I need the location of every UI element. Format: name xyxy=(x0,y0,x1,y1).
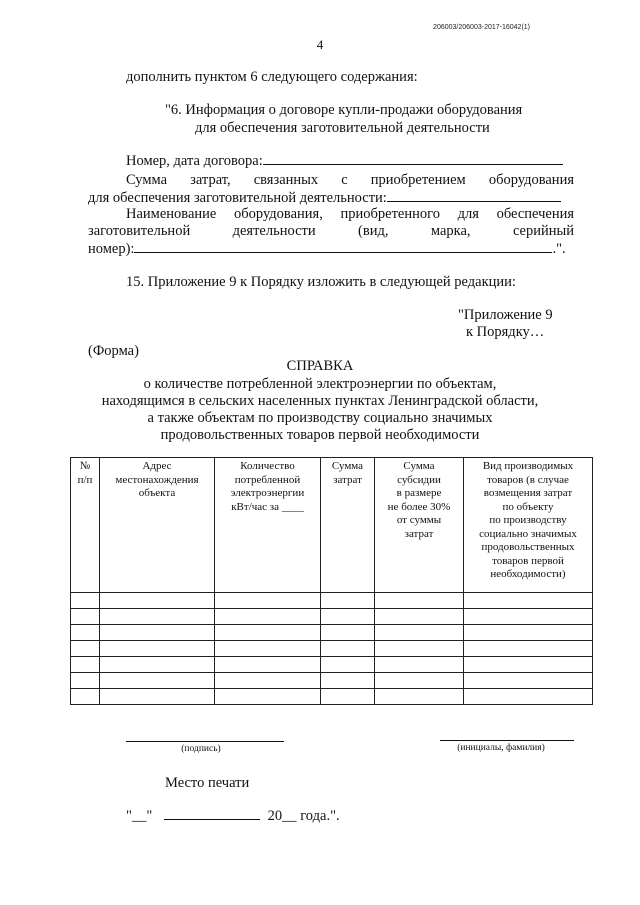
equipment-blank xyxy=(134,240,552,253)
column-header xyxy=(215,458,321,593)
word: Сумма xyxy=(126,172,168,188)
table-cell xyxy=(71,641,100,657)
table-cell xyxy=(321,593,375,609)
seal-label: Место печати xyxy=(165,775,250,791)
page-number: 4 xyxy=(316,37,324,52)
table-cell xyxy=(375,593,464,609)
table-cell xyxy=(71,657,100,673)
column-header-line: затрат xyxy=(404,527,434,540)
table-cell xyxy=(321,641,375,657)
table-cell xyxy=(321,673,375,689)
column-header xyxy=(321,458,375,593)
section-6-title-line-2: для обеспечения заготовительной деятельности xyxy=(195,120,490,136)
table-cell xyxy=(215,641,321,657)
electricity-form-table xyxy=(70,457,593,705)
column-header-line: товаров первой xyxy=(492,554,564,567)
table-row xyxy=(71,689,593,705)
column-header-line: Вид производимых xyxy=(482,460,574,472)
table-cell xyxy=(464,609,593,625)
name-line xyxy=(440,740,574,741)
column-header xyxy=(375,458,464,593)
table-cell xyxy=(100,625,215,641)
table-cell xyxy=(71,593,100,609)
column-header-line: местонахождения xyxy=(115,473,199,486)
table-cell xyxy=(375,641,464,657)
table-cell xyxy=(464,593,593,609)
table-cell xyxy=(100,593,215,609)
column-header xyxy=(100,458,215,593)
column-header-line: Сумма xyxy=(331,460,364,472)
equipment-line-1 xyxy=(126,205,574,223)
column-header-line: Сумма xyxy=(403,460,435,472)
table-row xyxy=(71,609,593,625)
column-header-line: № xyxy=(79,460,91,472)
intro-text: дополнить пунктом 6 следующего содержания: xyxy=(126,69,418,85)
table-cell xyxy=(375,689,464,705)
column-header xyxy=(464,458,593,593)
column-header-line: электроэнергии xyxy=(230,487,305,499)
table-cell xyxy=(100,657,215,673)
word: марка, xyxy=(430,223,471,239)
table-row xyxy=(71,625,593,641)
date-day: "__" xyxy=(126,808,153,824)
column-header-line: в размере xyxy=(396,487,442,499)
table-cell xyxy=(71,625,100,641)
table-cell xyxy=(215,593,321,609)
form-label: (Форма) xyxy=(88,343,139,359)
table-cell xyxy=(375,625,464,641)
word: обеспечения xyxy=(496,206,575,222)
table-cell xyxy=(71,609,100,625)
column-header-line: субсидии xyxy=(397,473,441,486)
section-6-title-line-1: "6. Информация о договоре купли-продажи оборудования xyxy=(165,102,523,118)
word: для xyxy=(457,206,479,222)
table-header-row xyxy=(71,458,593,593)
table-cell xyxy=(464,689,593,705)
word: связанных xyxy=(253,172,319,188)
table-body xyxy=(71,593,593,705)
cost-line-1 xyxy=(126,171,574,189)
cost-line-2: для обеспечения заготовительной деятельности: xyxy=(88,190,387,206)
equipment-line-end: .". xyxy=(552,241,566,257)
certificate-subtitle-line: находящимся в сельских населенных пунктах Ленинградской области, xyxy=(101,393,539,409)
appendix-line-2: к Порядку… xyxy=(466,324,545,340)
word: приобретенного xyxy=(340,206,440,222)
column-header-line: затрат xyxy=(333,473,362,486)
column-header-line: по объекту xyxy=(502,500,554,513)
equipment-line-2 xyxy=(88,222,574,240)
column-header-line: потребленной xyxy=(234,473,301,486)
table-cell xyxy=(464,657,593,673)
table-row xyxy=(71,593,593,609)
cost-blank xyxy=(387,189,561,202)
column-header-line: Количество xyxy=(240,460,295,472)
word: Наименование xyxy=(126,206,217,222)
column-header xyxy=(71,458,100,593)
table-cell xyxy=(100,609,215,625)
table-cell xyxy=(215,625,321,641)
certificate-title: СПРАВКА xyxy=(286,358,354,374)
word: затрат, xyxy=(190,172,231,188)
certificate-subtitle-line: а также объектам по производству социально значимых xyxy=(147,410,493,426)
contract-field xyxy=(126,152,563,170)
word: оборудования, xyxy=(234,206,323,222)
table-cell xyxy=(464,625,593,641)
date-year: 20__ года.". xyxy=(267,808,340,824)
table-row xyxy=(71,641,593,657)
column-header-line: товаров (в случае xyxy=(487,473,569,486)
table-row xyxy=(71,673,593,689)
contract-blank xyxy=(263,152,563,165)
table-cell xyxy=(215,657,321,673)
table-cell xyxy=(215,689,321,705)
column-header-line: объекта xyxy=(138,487,176,499)
document-id: 206003/206003-2017-16042(1) xyxy=(433,24,530,31)
word: с xyxy=(341,172,348,188)
equipment-number-label: номер): xyxy=(88,241,135,257)
table-cell xyxy=(321,689,375,705)
date-field xyxy=(126,807,340,825)
table-cell xyxy=(100,673,215,689)
certificate-subtitle-line: о количестве потребленной электроэнергии по объектам, xyxy=(143,376,497,392)
name-caption: (инициалы, фамилия) xyxy=(457,743,545,753)
table-cell xyxy=(321,625,375,641)
column-header-line: кВт/час за ____ xyxy=(231,500,304,513)
table-cell xyxy=(71,689,100,705)
column-header-line: по производству xyxy=(489,514,567,526)
item-15-text: 15. Приложение 9 к Порядку изложить в следующей редакции: xyxy=(126,274,516,290)
contract-label: Номер, дата договора: xyxy=(126,153,263,169)
appendix-line-1: "Приложение 9 xyxy=(458,307,553,323)
word: деятельности xyxy=(232,223,316,239)
column-header-line: от суммы xyxy=(396,514,442,526)
table-cell xyxy=(375,657,464,673)
table-cell xyxy=(100,641,215,657)
table-cell xyxy=(100,689,215,705)
word: серийный xyxy=(512,223,575,239)
table-cell xyxy=(464,673,593,689)
certificate-subtitle-line: продовольственных товаров первой необходимости xyxy=(160,427,480,443)
table-cell xyxy=(375,609,464,625)
table-cell xyxy=(375,673,464,689)
word: (вид, xyxy=(358,223,389,239)
table-cell xyxy=(321,609,375,625)
table-row xyxy=(71,657,593,673)
table-cell xyxy=(215,673,321,689)
column-header-line: Адрес xyxy=(142,460,172,472)
table-cell xyxy=(71,673,100,689)
table-cell xyxy=(215,609,321,625)
word: приобретением xyxy=(370,172,466,188)
column-header-line: не более 30% xyxy=(387,500,451,513)
table-cell xyxy=(464,641,593,657)
signature-line xyxy=(126,741,284,742)
column-header-line: необходимости) xyxy=(490,568,566,580)
signature-caption: (подпись) xyxy=(181,744,221,754)
date-month-blank xyxy=(164,807,260,820)
column-header-line: возмещения затрат xyxy=(483,487,573,499)
word: заготовительной xyxy=(88,223,191,239)
table-cell xyxy=(321,657,375,673)
column-header-line: продовольственных xyxy=(481,541,575,553)
column-header-line: социально значимых xyxy=(479,527,577,540)
equipment-line-3 xyxy=(88,240,566,258)
word: оборудования xyxy=(488,172,574,188)
column-header-line: п/п xyxy=(77,473,93,486)
